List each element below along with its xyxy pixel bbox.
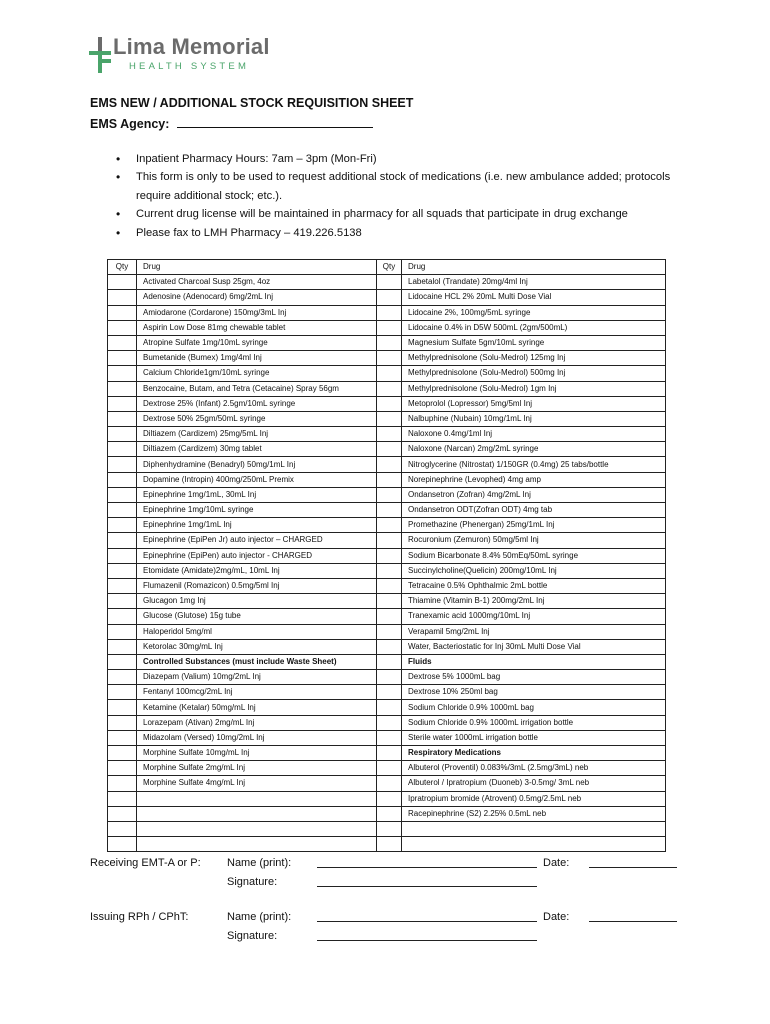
qty-cell[interactable] [377, 275, 402, 290]
table-row [108, 503, 666, 518]
table-row [108, 730, 666, 745]
receiving-date-label: Date: [543, 857, 570, 869]
qty-cell[interactable] [377, 563, 402, 578]
drug-cell: Respiratory Medications [402, 746, 666, 761]
table-row [108, 275, 666, 290]
drug-cell: Epinephrine 1mg/10mL syringe [137, 503, 377, 518]
qty-cell[interactable] [377, 791, 402, 806]
table-row [108, 594, 666, 609]
qty-cell[interactable] [377, 381, 402, 396]
qty-cell[interactable] [108, 578, 137, 593]
drug-cell: Amiodarone (Cordarone) 150mg/3mL Inj [137, 305, 377, 320]
drug-cell: Atropine Sulfate 1mg/10mL syringe [137, 335, 377, 350]
drug-cell: Ondansetron (Zofran) 4mg/2mL Inj [402, 487, 666, 502]
drug-cell: Sodium Bicarbonate 8.4% 50mEq/50mL syringe [402, 548, 666, 563]
qty-cell[interactable] [108, 411, 137, 426]
table-row [108, 518, 666, 533]
receiving-label: Receiving EMT-A or P: [90, 857, 201, 869]
table-row [108, 290, 666, 305]
page-title: EMS NEW / ADDITIONAL STOCK REQUISITION SHEET [90, 96, 414, 110]
qty-cell[interactable] [108, 427, 137, 442]
logo-name: Lima Memorial [113, 34, 270, 59]
qty-cell[interactable] [108, 730, 137, 745]
receiving-signature-field[interactable] [317, 886, 537, 887]
drug-cell: Albuterol (Proventil) 0.083%/3mL (2.5mg/3mL) neb [402, 761, 666, 776]
qty-cell[interactable] [108, 715, 137, 730]
instruction-list [116, 150, 676, 242]
table-row [108, 746, 666, 761]
drug-cell: Methylprednisolone (Solu-Medrol) 125mg Inj [402, 351, 666, 366]
drug-cell: Verapamil 5mg/2mL Inj [402, 624, 666, 639]
qty-cell[interactable] [377, 685, 402, 700]
drug-cell: Glucagon 1mg Inj [137, 594, 377, 609]
drug-cell: Sodium Chloride 0.9% 1000mL irrigation bottle [402, 715, 666, 730]
table-row [108, 821, 666, 836]
qty-cell[interactable] [377, 335, 402, 350]
drug-cell: Dopamine (Intropin) 400mg/250mL Premix [137, 472, 377, 487]
issuing-signature-field[interactable] [317, 940, 537, 941]
drug-cell: Fentanyl 100mcg/2mL Inj [137, 685, 377, 700]
drug-cell: Ketamine (Ketalar) 50mg/mL Inj [137, 700, 377, 715]
drug-cell: Diazepam (Valium) 10mg/2mL Inj [137, 670, 377, 685]
receiving-name-label: Name (print): [227, 857, 292, 869]
qty-cell[interactable] [108, 821, 137, 836]
drug-cell: Dextrose 5% 1000mL bag [402, 670, 666, 685]
instruction-item: • Current drug license will be maintained in pharmacy for all squads that participate in drug exchange [116, 205, 676, 223]
drug-cell: Morphine Sulfate 10mg/mL Inj [137, 746, 377, 761]
qty-cell[interactable] [377, 290, 402, 305]
qty-cell[interactable] [108, 457, 137, 472]
qty-cell[interactable] [377, 639, 402, 654]
qty-cell[interactable] [377, 624, 402, 639]
agency-row [90, 116, 373, 131]
table-row [108, 472, 666, 487]
qty-cell[interactable] [377, 366, 402, 381]
drug-cell: Adenosine (Adenocard) 6mg/2mL Inj [137, 290, 377, 305]
qty-cell[interactable] [108, 518, 137, 533]
qty-cell[interactable] [377, 700, 402, 715]
qty-cell[interactable] [108, 776, 137, 791]
drug-cell [402, 837, 666, 852]
qty-cell[interactable] [377, 761, 402, 776]
drug-cell: Ipratropium bromide (Atrovent) 0.5mg/2.5mL neb [402, 791, 666, 806]
qty-cell[interactable] [377, 518, 402, 533]
qty-cell[interactable] [108, 503, 137, 518]
drug-cell: Activated Charcoal Susp 25gm, 4oz [137, 275, 377, 290]
table-row [108, 791, 666, 806]
drug-cell [402, 821, 666, 836]
table-row [108, 806, 666, 821]
drug-cell: Diltiazem (Cardizem) 25mg/5mL Inj [137, 427, 377, 442]
table-row [108, 685, 666, 700]
issuing-signature-label: Signature: [227, 930, 278, 942]
qty-cell[interactable] [377, 351, 402, 366]
qty-cell[interactable] [377, 457, 402, 472]
instruction-item: • Please fax to LMH Pharmacy – 419.226.5138 [116, 224, 676, 242]
qty-cell[interactable] [108, 654, 137, 669]
qty-cell[interactable] [108, 335, 137, 350]
table-row [108, 351, 666, 366]
qty-cell[interactable] [377, 396, 402, 411]
drug-cell: Diltiazem (Cardizem) 30mg tablet [137, 442, 377, 457]
receiving-date-field[interactable] [589, 867, 677, 868]
table-row [108, 609, 666, 624]
drug-cell: Sodium Chloride 0.9% 1000mL bag [402, 700, 666, 715]
table-row [108, 715, 666, 730]
table-header-row [108, 260, 666, 275]
qty-cell[interactable] [108, 594, 137, 609]
table-row [108, 396, 666, 411]
drug-cell: Diphenhydramine (Benadryl) 50mg/1mL Inj [137, 457, 377, 472]
qty-cell[interactable] [108, 609, 137, 624]
qty-cell[interactable] [377, 776, 402, 791]
table-row [108, 457, 666, 472]
lima-memorial-logo [89, 34, 269, 76]
qty-cell[interactable] [108, 351, 137, 366]
drug-cell: Metoprolol (Lopressor) 5mg/5ml Inj [402, 396, 666, 411]
drug-cell: Sterile water 1000mL irrigation bottle [402, 730, 666, 745]
drug-cell: Calcium Chloride1gm/10mL syringe [137, 366, 377, 381]
drug-cell: Albuterol / Ipratropium (Duoneb) 3-0.5mg/ 3mL neb [402, 776, 666, 791]
instruction-item: • This form is only to be used to request additional stock of medications (i.e. new ambulance added; protocols require additional stock; etc.). [116, 168, 676, 205]
qty-cell[interactable] [377, 548, 402, 563]
qty-cell[interactable] [377, 487, 402, 502]
qty-cell[interactable] [108, 442, 137, 457]
qty-cell[interactable] [377, 578, 402, 593]
drug-cell: Nitroglycerine (Nitrostat) 1/150GR (0.4mg) 25 tabs/bottle [402, 457, 666, 472]
table-row [108, 624, 666, 639]
receiving-name-field[interactable] [317, 867, 537, 868]
qty-cell[interactable] [377, 594, 402, 609]
table-row [108, 335, 666, 350]
qty-cell[interactable] [108, 381, 137, 396]
drug-cell: Flumazenil (Romazicon) 0.5mg/5ml Inj [137, 578, 377, 593]
qty-cell[interactable] [108, 670, 137, 685]
qty-cell[interactable] [377, 837, 402, 852]
drug-cell [137, 837, 377, 852]
drug-cell: Methylprednisolone (Solu-Medrol) 1gm Inj [402, 381, 666, 396]
drug-cell: Etomidate (Amidate)2mg/mL, 10mL Inj [137, 563, 377, 578]
drug-cell: Tetracaine 0.5% Ophthalmic 2mL bottle [402, 578, 666, 593]
logo-subtitle: HEALTH SYSTEM [129, 61, 250, 72]
qty-cell[interactable] [108, 487, 137, 502]
agency-field[interactable] [177, 116, 373, 128]
drug-cell: Lidocaine 2%, 100mg/5mL syringe [402, 305, 666, 320]
drug-cell: Tranexamic acid 1000mg/10mL Inj [402, 609, 666, 624]
drug-cell: Dextrose 50% 25gm/50mL syringe [137, 411, 377, 426]
qty-cell[interactable] [108, 366, 137, 381]
drug-cell [137, 791, 377, 806]
table-row [108, 563, 666, 578]
qty-cell[interactable] [108, 837, 137, 852]
qty-cell[interactable] [108, 685, 137, 700]
qty-cell[interactable] [377, 503, 402, 518]
qty-cell[interactable] [108, 700, 137, 715]
drug-cell: Ondansetron ODT(Zofran ODT) 4mg tab [402, 503, 666, 518]
agency-label: EMS Agency: [90, 117, 170, 131]
drug-cell: Lidocaine HCL 2% 20mL Multi Dose Vial [402, 290, 666, 305]
table-row [108, 761, 666, 776]
qty-cell[interactable] [377, 746, 402, 761]
qty-cell[interactable] [108, 746, 137, 761]
table-row [108, 366, 666, 381]
drug-cell: Morphine Sulfate 4mg/mL Inj [137, 776, 377, 791]
drug-cell: Haloperidol 5mg/ml [137, 624, 377, 639]
drug-cell: Dextrose 10% 250ml bag [402, 685, 666, 700]
drug-cell: Epinephrine 1mg/1mL, 30mL Inj [137, 487, 377, 502]
qty-cell[interactable] [377, 411, 402, 426]
drug-cell: Ketorolac 30mg/mL Inj [137, 639, 377, 654]
drug-cell: Thiamine (Vitamin B-1) 200mg/2mL Inj [402, 594, 666, 609]
drug-cell: Epinephrine (EpiPen Jr) auto injector – CHARGED [137, 533, 377, 548]
drug-cell: Controlled Substances (must include Waste Sheet) [137, 654, 377, 669]
drug-header: Drug [402, 260, 666, 275]
qty-cell[interactable] [108, 563, 137, 578]
qty-cell[interactable] [377, 533, 402, 548]
drug-cell: Lorazepam (Ativan) 2mg/mL Inj [137, 715, 377, 730]
qty-cell[interactable] [377, 427, 402, 442]
table-row [108, 411, 666, 426]
qty-cell[interactable] [377, 609, 402, 624]
qty-cell[interactable] [377, 320, 402, 335]
table-row [108, 533, 666, 548]
table-row [108, 548, 666, 563]
qty-cell[interactable] [108, 290, 137, 305]
drug-cell: Magnesium Sulfate 5gm/10mL syringe [402, 335, 666, 350]
table-row [108, 320, 666, 335]
table-row [108, 639, 666, 654]
drug-cell: Racepinephrine (S2) 2.25% 0.5mL neb [402, 806, 666, 821]
drug-cell: Aspirin Low Dose 81mg chewable tablet [137, 320, 377, 335]
qty-header: Qty [108, 260, 137, 275]
receiving-signature-label: Signature: [227, 876, 278, 888]
table-row [108, 776, 666, 791]
drug-cell [137, 821, 377, 836]
issuing-date-field[interactable] [589, 921, 677, 922]
drug-header: Drug [137, 260, 377, 275]
qty-cell[interactable] [108, 624, 137, 639]
table-row [108, 381, 666, 396]
drug-cell: Labetalol (Trandate) 20mg/4ml Inj [402, 275, 666, 290]
qty-cell[interactable] [108, 305, 137, 320]
drug-cell: Bumetanide (Bumex) 1mg/4ml Inj [137, 351, 377, 366]
qty-cell[interactable] [377, 715, 402, 730]
table-row [108, 700, 666, 715]
drug-cell: Epinephrine (EpiPen) auto injector - CHARGED [137, 548, 377, 563]
qty-cell[interactable] [377, 730, 402, 745]
table-row [108, 427, 666, 442]
drug-cell: Midazolam (Versed) 10mg/2mL Inj [137, 730, 377, 745]
table-row [108, 578, 666, 593]
qty-cell[interactable] [377, 442, 402, 457]
drug-cell: Benzocaine, Butam, and Tetra (Cetacaine) Spray 56gm [137, 381, 377, 396]
drug-cell: Methylprednisolone (Solu-Medrol) 500mg Inj [402, 366, 666, 381]
drug-cell [137, 806, 377, 821]
qty-cell[interactable] [108, 761, 137, 776]
table-row [108, 305, 666, 320]
drug-cell: Succinylcholine(Quelicin) 200mg/10mL Inj [402, 563, 666, 578]
drug-cell: Glucose (Glutose) 15g tube [137, 609, 377, 624]
issuing-label: Issuing RPh / CPhT: [90, 911, 189, 923]
qty-cell[interactable] [108, 472, 137, 487]
drug-cell: Naloxone 0.4mg/1ml Inj [402, 427, 666, 442]
drug-cell: Naloxone (Narcan) 2mg/2mL syringe [402, 442, 666, 457]
qty-cell[interactable] [108, 396, 137, 411]
drug-cell: Promethazine (Phenergan) 25mg/1mL Inj [402, 518, 666, 533]
qty-cell[interactable] [108, 320, 137, 335]
drug-cell: Lidocaine 0.4% in D5W 500mL (2gm/500mL) [402, 320, 666, 335]
qty-cell[interactable] [108, 791, 137, 806]
table-row [108, 837, 666, 852]
table-row [108, 487, 666, 502]
qty-cell[interactable] [377, 670, 402, 685]
table-row [108, 670, 666, 685]
qty-cell[interactable] [108, 639, 137, 654]
qty-cell[interactable] [108, 275, 137, 290]
drug-cell: Fluids [402, 654, 666, 669]
qty-cell[interactable] [108, 548, 137, 563]
qty-cell[interactable] [377, 821, 402, 836]
qty-header: Qty [377, 260, 402, 275]
instruction-item: • Inpatient Pharmacy Hours: 7am – 3pm (Mon-Fri) [116, 150, 676, 168]
qty-cell[interactable] [377, 305, 402, 320]
drug-cell: Nalbuphine (Nubain) 10mg/1mL Inj [402, 411, 666, 426]
drug-table [107, 259, 666, 852]
drug-cell: Morphine Sulfate 2mg/mL Inj [137, 761, 377, 776]
drug-cell: Norepinephrine (Levophed) 4mg amp [402, 472, 666, 487]
drug-cell: Dextrose 25% (Infant) 2.5gm/10mL syringe [137, 396, 377, 411]
issuing-name-field[interactable] [317, 921, 537, 922]
qty-cell[interactable] [377, 472, 402, 487]
qty-cell[interactable] [377, 806, 402, 821]
table-row [108, 654, 666, 669]
table-row [108, 442, 666, 457]
qty-cell[interactable] [108, 533, 137, 548]
drug-cell: Epinephrine 1mg/1mL Inj [137, 518, 377, 533]
drug-cell: Rocuronium (Zemuron) 50mg/5ml Inj [402, 533, 666, 548]
qty-cell[interactable] [377, 654, 402, 669]
issuing-date-label: Date: [543, 911, 570, 923]
issuing-name-label: Name (print): [227, 911, 292, 923]
drug-cell: Water, Bacteriostatic for Inj 30mL Multi Dose Vial [402, 639, 666, 654]
qty-cell[interactable] [108, 806, 137, 821]
